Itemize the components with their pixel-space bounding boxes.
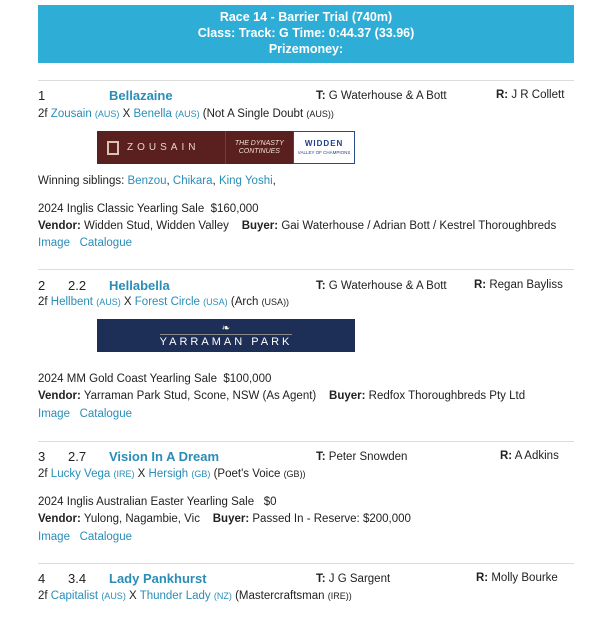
rider-name: Regan Bayliss [489,279,563,291]
image-link[interactable]: Image [38,237,70,249]
rider-name: Molly Bourke [491,572,558,584]
sponsor-banner-zousain[interactable]: ZOUSAIN THE DYNASTY CONTINUES WIDDEN VALLEY OF CHAMPIONS [97,131,355,164]
divider [38,563,574,564]
image-link[interactable]: Image [38,408,70,420]
zousain-logo-icon [107,141,119,155]
runner-position: 1 [38,88,46,103]
runner-name-link[interactable]: Bellazaine [109,88,173,103]
rider-label: R: [496,89,509,101]
sibling-link[interactable]: King Yoshi [218,175,273,187]
trainer-label: T: [316,90,326,102]
image-link[interactable]: Image [38,531,70,543]
rider-name: A Adkins [514,450,559,462]
race-prizemoney: Prizemoney: [268,42,344,56]
sire-link[interactable]: Hellbent [50,296,93,308]
sale-info: 2024 Inglis Classic Yearling Sale $160,000 [38,203,259,215]
pedigree-line: 2f Lucky Vega (IRE) X Hersigh (GB) (Poet's Voice (GB)) [38,468,306,480]
runner-margin: 2.7 [68,449,87,464]
sire-link[interactable]: Zousain [50,108,92,120]
race-title: Race 14 - Barrier Trial (740m) [219,10,393,24]
runner-name-link[interactable]: Lady Pankhurst [109,571,207,586]
dam-link[interactable]: Benella [133,108,172,120]
divider [38,80,574,81]
sire-link[interactable]: Capitalist [50,590,99,602]
rider-label: R: [500,450,513,462]
catalogue-link[interactable]: Catalogue [79,237,132,249]
sibling-link[interactable]: Benzou [127,175,167,187]
pedigree-line: 2f Zousain (AUS) X Benella (AUS) (Not A Single Doubt (AUS)) [38,108,334,120]
runner-position: 4 [38,571,46,586]
rider-label: R: [474,279,487,291]
vendor-buyer: Vendor: Yulong, Nagambie, Vic Buyer: Passed In - Reserve: $200,000 [38,513,411,525]
pedigree-line: 2f Hellbent (AUS) X Forest Circle (USA) (Arch (USA)) [38,296,290,308]
catalogue-link[interactable]: Catalogue [79,531,132,543]
trainer-name: G Waterhouse & A Bott [328,90,447,102]
runner-position: 2 [38,278,46,293]
rider-name: J R Collett [511,89,565,101]
pedigree-line: 2f Capitalist (AUS) X Thunder Lady (NZ) (Mastercraftsman (IRE)) [38,590,352,602]
dam-link[interactable]: Hersigh [148,468,189,480]
runner-position: 3 [38,449,46,464]
runner-margin: 2.2 [68,278,87,293]
divider [38,441,574,442]
vendor-buyer: Vendor: Widden Stud, Widden Valley Buyer: Gai Waterhouse / Adrian Bott / Kestrel Thoroughbreds [38,220,557,232]
trainer-label: T: [316,573,326,585]
dam-link[interactable]: Thunder Lady [139,590,211,602]
vendor-buyer: Vendor: Yarraman Park Stud, Scone, NSW (As Agent) Buyer: Redfox Thoroughbreds Pty Ltd [38,390,526,402]
divider [38,269,574,270]
winning-siblings: Winning siblings: Benzou, Chikara, King Yoshi, [38,175,276,187]
dam-link[interactable]: Forest Circle [134,296,200,308]
sale-info: 2024 MM Gold Coast Yearling Sale $100,000 [38,373,272,385]
runner-margin: 3.4 [68,571,87,586]
trainer-label: T: [316,451,326,463]
trainer-label: T: [316,280,326,292]
race-class-track-time: Class: Track: G Time: 0:44.37 (33.96) [197,26,415,40]
sire-link[interactable]: Lucky Vega [50,468,111,480]
yarraman-logo-icon: ❧ [221,322,231,334]
rider-label: R: [476,572,489,584]
trainer-name: G Waterhouse & A Bott [328,280,447,292]
sibling-link[interactable]: Chikara [172,175,213,187]
runner-name-link[interactable]: Hellabella [109,278,170,293]
sponsor-banner-yarraman[interactable]: ❧ YARRAMAN PARK [97,319,355,352]
trainer-name: Peter Snowden [328,451,408,463]
catalogue-link[interactable]: Catalogue [79,408,132,420]
runner-name-link[interactable]: Vision In A Dream [109,449,220,464]
trainer-name: J G Sargent [328,573,391,585]
sale-info: 2024 Inglis Australian Easter Yearling Sale $0 [38,496,277,508]
race-header [38,5,574,63]
